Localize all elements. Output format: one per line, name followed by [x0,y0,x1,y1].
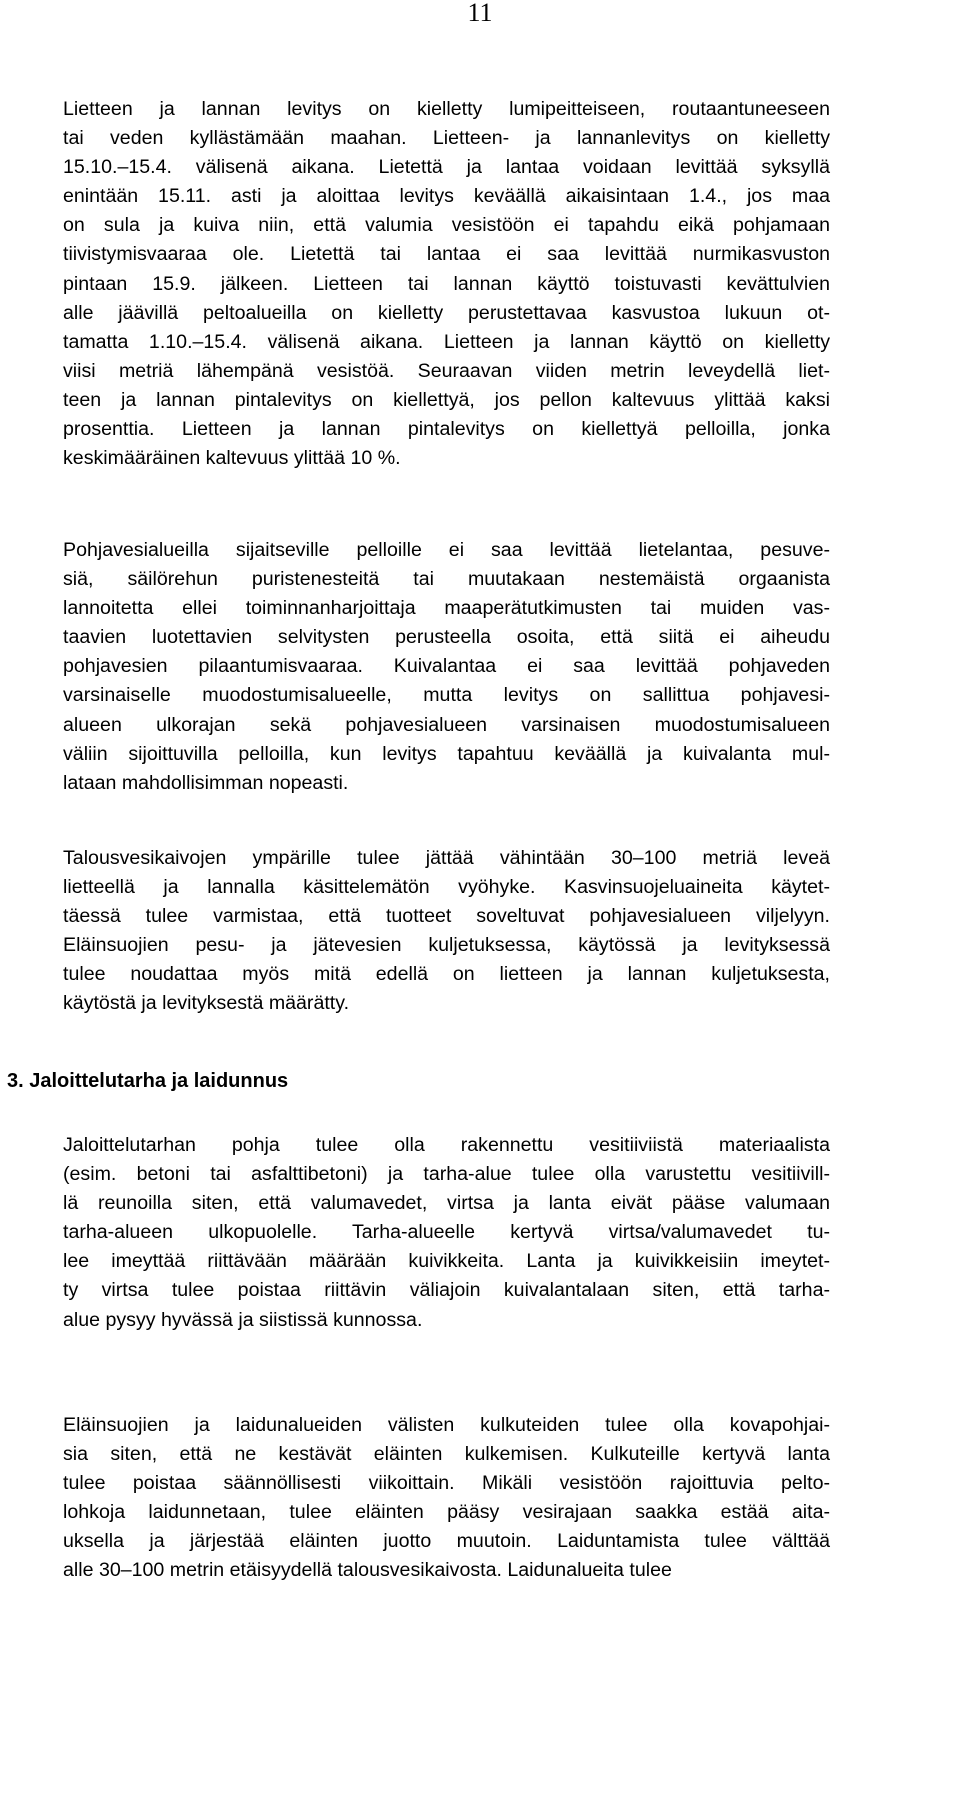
text-line: siä, säilörehun puristenesteitä tai muutakaan nestemäistä orgaanista [63,568,830,591]
text-line: Jaloittelutarhan pohja tulee olla rakennettu vesitiiviistä materiaalista [63,1134,830,1156]
text-line: Pohjavesialueilla sijaitseville pelloille ei saa levittää lietelantaa, pesuve- [63,539,830,561]
text-line: Lietteen ja lannan levitys on kielletty lumipeitteiseen, routaantuneeseen [63,98,830,120]
text-line: väliin sijoittuvilla pelloilla, kun levitys tapahtuu keväällä ja kuivalanta mul- [63,742,830,765]
text-line: ty virtsa tulee poistaa riittävin väliajoin kuivalantalaan siten, että tarha- [63,1279,830,1302]
text-line: tai veden kyllästämään maahan. Lietteen- ja lannanlevitys on kielletty [63,127,830,150]
paragraph-exercise-yard [63,1131,830,1335]
text-line: Talousvesikaivojen ympärille tulee jättää vähintään 30–100 metriä leveä [63,847,830,869]
text-line: teen ja lannan pintalevitys on kiellettyä, jos pellon kaltevuus ylittää kaksi [63,388,830,411]
paragraph-groundwater-areas [63,536,830,798]
paragraph-pasture-paths [63,1411,830,1586]
paragraph-manure-spreading-restrictions [63,95,830,473]
section-heading: 3. Jaloittelutarha ja laidunnus [7,1070,289,1092]
text-line: tiivistymisvaaraa ole. Lietettä tai lantaa ei saa levittää nurmikasvuston [63,243,830,266]
text-line: lataan mahdollisimman nopeasti. [63,771,349,794]
text-line: on sula ja kuiva niin, että valumia vesistöön ei tapahdu eikä pohjamaan [63,214,830,237]
text-line: 15.10.–15.4. välisenä aikana. Lietettä ja lantaa voidaan levittää syksyllä [63,156,830,179]
text-line: tulee noudattaa myös mitä edellä on lietteen ja lannan kuljetuksesta, [63,963,830,986]
text-line: käytöstä ja levityksestä määrätty. [63,992,350,1015]
text-line: lohkoja laidunnetaan, tulee eläinten pääsy vesirajaan saakka estää aita- [63,1501,830,1524]
text-line: sia siten, että ne kestävät eläinten kulkemisen. Kulkuteille kertyvä lanta [63,1443,830,1466]
text-line: lä reunoilla siten, että valumavedet, virtsa ja lanta eivät pääse valumaan [63,1192,830,1215]
text-line: prosenttia. Lietteen ja lannan pintalevitys on kiellettyä pelloilla, jonka [63,418,830,441]
paragraph-wells-and-pesticides [63,844,830,1019]
text-line: tulee poistaa säännöllisesti viikoittain. Mikäli vesistöön rajoittuvia pelto- [63,1472,830,1495]
text-line: lannoitetta ellei toiminnanharjoittaja maaperätutkimusten tai muiden vas- [63,597,830,620]
text-line: lietteellä ja lannalla käsittelemätön vyöhyke. Kasvinsuojeluaineita käytet- [63,876,830,899]
text-line: pintaan 15.9. jälkeen. Lietteen tai lannan käyttö toistuvasti kevättulvien [63,272,830,295]
text-line: alle 30–100 metrin etäisyydellä talousvesikaivosta. Laidunalueita tulee [63,1559,672,1582]
text-line: pohjavesien pilaantumisvaaraa. Kuivalantaa ei saa levittää pohjaveden [63,655,830,678]
text-line: täessä tulee varmistaa, että tuotteet soveltuvat pohjavesialueen viljelyyn. [63,905,830,928]
text-line: alueen ulkorajan sekä pohjavesialueen varsinaisen muodostumisalueen [63,713,830,736]
text-line: alue pysyy hyvässä ja siistissä kunnossa. [63,1308,423,1331]
text-line: uksella ja järjestää eläinten juotto muutoin. Laiduntamista tulee välttää [63,1530,830,1553]
text-line: taavien luotettavien selvitysten perusteella osoita, että siitä ei aiheudu [63,626,830,649]
text-line: (esim. betoni tai asfalttibetoni) ja tarha-alue tulee olla varustettu vesitiivill- [63,1163,830,1186]
text-line: keskimääräinen kaltevuus ylittää 10 %. [63,447,401,470]
text-line: viisi metriä lähempänä vesistöä. Seuraavan viiden metrin leveydellä liet- [63,359,830,382]
text-line: lee imeyttää riittävään määrään kuivikkeita. Lanta ja kuivikkeisiin imeytet- [63,1250,830,1273]
text-line: Eläinsuojien pesu- ja jätevesien kuljetuksessa, käytössä ja levityksessä [63,934,830,957]
page-number: 11 [467,0,493,27]
text-line: enintään 15.11. asti ja aloittaa levitys keväällä aikaisintaan 1.4., jos maa [63,185,830,208]
text-line: tarha-alueen ulkopuolelle. Tarha-alueelle kertyvä virtsa/valumavedet tu- [63,1221,830,1244]
text-line: varsinaiselle muodostumisalueelle, mutta levitys on sallittua pohjavesi- [63,684,830,707]
text-line: Eläinsuojien ja laidunalueiden välisten kulkuteiden tulee olla kovapohjai- [63,1414,830,1436]
text-line: tamatta 1.10.–15.4. välisenä aikana. Lietteen ja lannan käyttö on kielletty [63,330,830,353]
text-line: alle jäävillä peltoalueilla on kielletty perustettavaa kasvustoa lukuun ot- [63,301,830,324]
